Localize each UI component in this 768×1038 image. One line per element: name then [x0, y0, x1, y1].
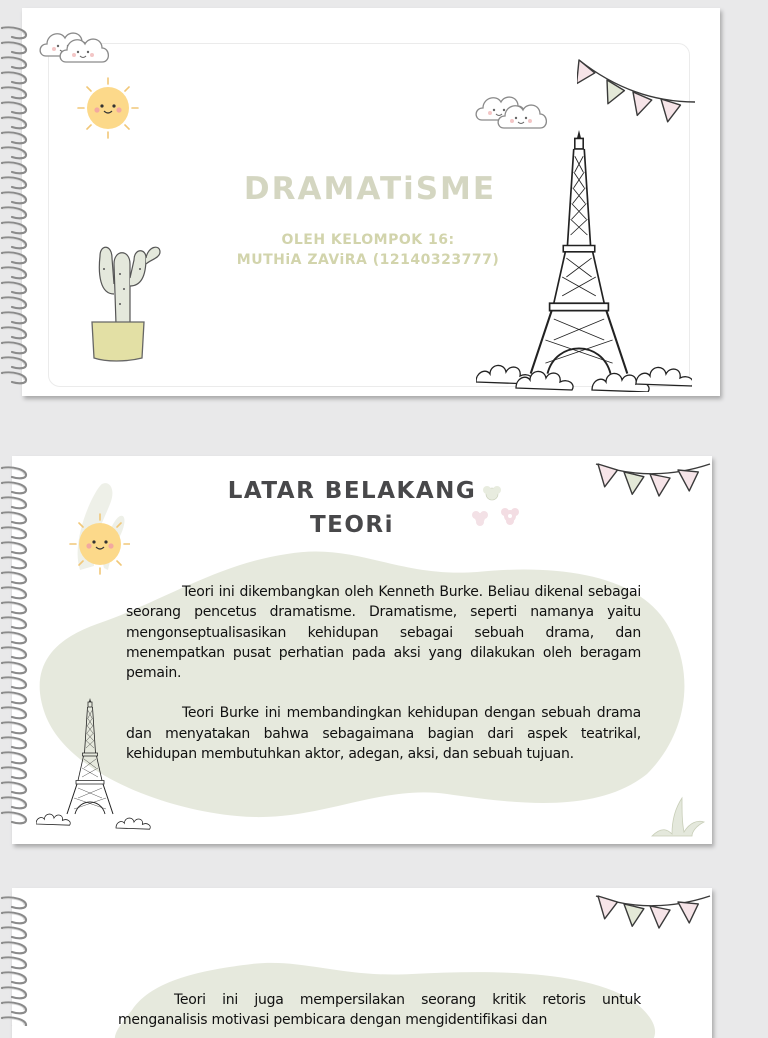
- bunting-icon: [594, 888, 712, 932]
- sun-icon: [64, 480, 130, 576]
- bunting-icon: [577, 50, 697, 135]
- sun-icon: [74, 74, 144, 144]
- bunting-icon: [594, 456, 712, 500]
- cactus-icon: [86, 234, 170, 364]
- slide-heading: [202, 474, 502, 542]
- cloud-icon: [38, 24, 112, 70]
- subtitle-group: OLEH KELOMPOK 16:: [281, 232, 455, 248]
- paragraph: Teori Burke ini membandingkan kehidupan dengan sebuah drama dan menyatakan bahwa sebagaimana bagian dari aspek teatrikal, kehidupan membutuhkan aktor, adegan, aksi, dan sebuah tujuan.: [126, 705, 641, 763]
- subtitle-author: MUTHiA ZAViRA (12140323777): [236, 252, 500, 268]
- slide-title: [22, 8, 720, 396]
- slide-subtitle: [218, 230, 518, 270]
- body-text: [126, 582, 641, 764]
- spiral-binding: [0, 466, 30, 836]
- slide-title-heading: DRAMATiSME: [243, 171, 497, 207]
- grass-icon: [648, 796, 706, 840]
- eiffel-tower-icon: [36, 694, 164, 836]
- heading-line2: TEORi: [309, 512, 395, 538]
- slide-latar-belakang: [12, 456, 712, 844]
- paragraph: Teori ini juga mempersilakan seorang kritik retoris untuk menganalisis motivasi pembicara dengan mengidentifikasi dan: [118, 992, 641, 1029]
- spiral-binding: [0, 896, 30, 1026]
- slide-continued: [12, 888, 712, 1038]
- flower-icon: [468, 480, 528, 536]
- body-text: [118, 990, 641, 1031]
- spiral-binding: [0, 26, 30, 396]
- heading-line1: LATAR BELAKANG: [227, 478, 477, 504]
- paragraph: Teori ini dikembangkan oleh Kenneth Burke. Beliau dikenal sebagai seorang pencetus dramatisme. Dramatisme, seperti namanya yaitu mengonseptualisasikan kehidupan sebagai sebuah drama, dan menempatkan pusat perhatian pada aksi yang dilakukan oleh beragam pemain.: [126, 584, 641, 682]
- eiffel-tower-icon: [476, 130, 692, 392]
